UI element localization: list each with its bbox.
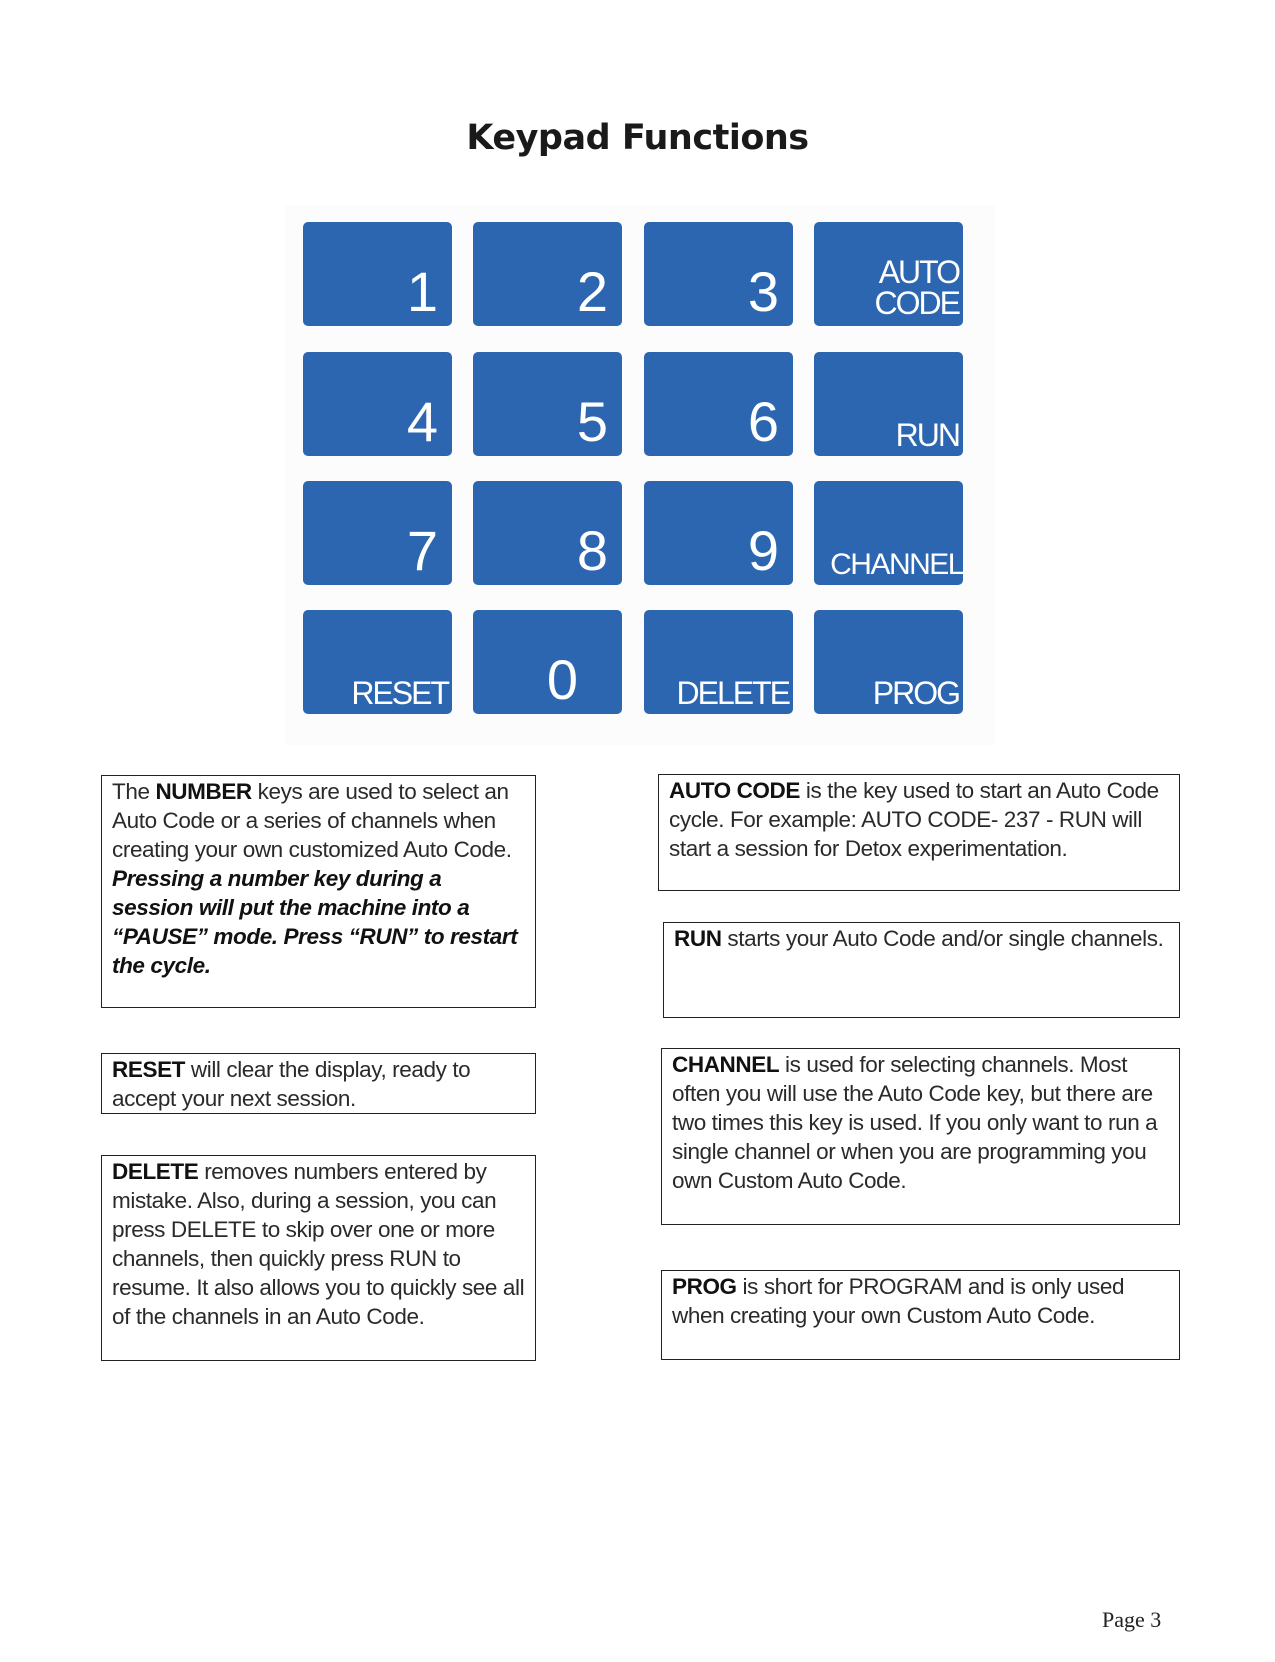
page-title: Keypad Functions: [466, 118, 809, 158]
text: removes numbers entered by mistake. Also, during a session, you can press DELETE to skip over one or more channels, then quickly press RUN to resume. It also allows you to quickly see all of the channels in an Auto Code.: [112, 1159, 525, 1329]
key-auto-line1: AUTO: [878, 254, 959, 291]
term: RESET: [112, 1057, 186, 1082]
run-description: [663, 922, 1180, 1018]
auto-code-description: [658, 774, 1180, 891]
key-channel: CHANNEL: [814, 481, 963, 585]
key-prog: PROG: [814, 610, 963, 714]
text: starts your Auto Code and/or single channels.: [721, 926, 1164, 951]
key-2: 2: [473, 222, 622, 326]
term: CHANNEL: [672, 1052, 780, 1077]
term: AUTO CODE: [669, 778, 800, 803]
text: is used for selecting channels. Most often you will use the Auto Code key, but there are two times this key is used. If you only want to run a single channel or when you are programming you own Custom Auto Code.: [672, 1052, 1158, 1193]
prog-description: [661, 1270, 1180, 1360]
text: keys are used to select an Auto Code or a series of channels when creating your own customized Auto Code.: [112, 779, 512, 862]
key-auto-line2: CODE: [874, 284, 959, 321]
term: PROG: [672, 1274, 737, 1299]
key-3: 3: [644, 222, 793, 326]
term: NUMBER: [155, 779, 252, 804]
key-5: 5: [473, 352, 622, 456]
key-7: 7: [303, 481, 452, 585]
key-1: 1: [303, 222, 452, 326]
text: is short for PROGRAM and is only used when creating your own Custom Auto Code.: [672, 1274, 1125, 1328]
key-6: 6: [644, 352, 793, 456]
text: is the key used to start an Auto Code cycle. For example: AUTO CODE- 237 - RUN will start a session for Detox experimentation.: [669, 778, 1159, 861]
term: DELETE: [112, 1159, 199, 1184]
term: RUN: [674, 926, 722, 951]
key-auto-code: [814, 222, 963, 326]
channel-description: [661, 1048, 1180, 1225]
key-reset: RESET: [303, 610, 452, 714]
key-0: 0: [473, 610, 622, 714]
key-9: 9: [644, 481, 793, 585]
key-run: RUN: [814, 352, 963, 456]
emphasis: Pressing a number key during a session will put the machine into a “PAUSE” mode. Press “RUN” to restart the cycle.: [112, 866, 518, 978]
page-number: Page 3: [1102, 1607, 1162, 1632]
key-8: 8: [473, 481, 622, 585]
key-delete: DELETE: [644, 610, 793, 714]
text: The: [112, 779, 156, 804]
reset-description: [101, 1053, 536, 1114]
keypad-image: [285, 205, 995, 745]
text: will clear the display, ready to accept your next session.: [112, 1057, 471, 1111]
number-keys-description: [101, 775, 536, 1008]
key-4: 4: [303, 352, 452, 456]
delete-description: [101, 1155, 536, 1361]
